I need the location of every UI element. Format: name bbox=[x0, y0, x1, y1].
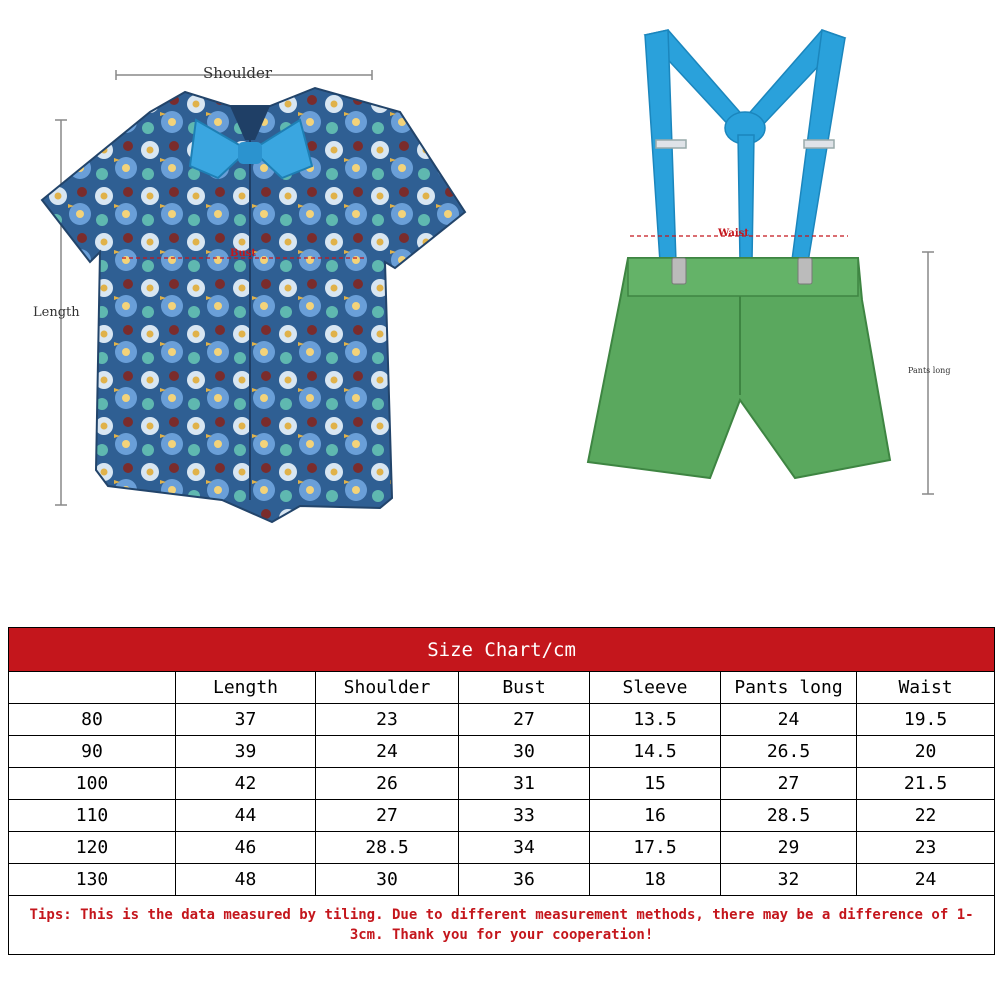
table-cell: 32 bbox=[721, 864, 857, 896]
table-cell: 39 bbox=[176, 736, 316, 768]
table-row bbox=[9, 864, 995, 896]
table-cell: 80 bbox=[9, 704, 176, 736]
table-cell: 15 bbox=[590, 768, 721, 800]
tips-note: Tips: This is the data measured by tiling. Due to different measurement methods, there may be a difference of 1-3cm. Thank you for your cooperation! bbox=[9, 896, 995, 955]
header-cell: Bust bbox=[459, 672, 590, 704]
size-chart-table bbox=[8, 627, 995, 955]
table-cell: 42 bbox=[176, 768, 316, 800]
table-cell: 27 bbox=[459, 704, 590, 736]
size-chart-title: Size Chart/cm bbox=[9, 628, 995, 672]
table-cell: 130 bbox=[9, 864, 176, 896]
table-cell: 27 bbox=[316, 800, 459, 832]
header-cell: Waist bbox=[857, 672, 995, 704]
table-cell: 26.5 bbox=[721, 736, 857, 768]
table-row bbox=[9, 832, 995, 864]
table-cell: 29 bbox=[721, 832, 857, 864]
table-cell: 110 bbox=[9, 800, 176, 832]
table-cell: 46 bbox=[176, 832, 316, 864]
table-cell: 44 bbox=[176, 800, 316, 832]
table-cell: 36 bbox=[459, 864, 590, 896]
table-cell: 13.5 bbox=[590, 704, 721, 736]
bust-label: Bust bbox=[230, 248, 256, 259]
table-cell: 14.5 bbox=[590, 736, 721, 768]
table-cell: 19.5 bbox=[857, 704, 995, 736]
table-row bbox=[9, 768, 995, 800]
header-cell bbox=[9, 672, 176, 704]
header-cell: Length bbox=[176, 672, 316, 704]
table-cell: 120 bbox=[9, 832, 176, 864]
table-cell: 26 bbox=[316, 768, 459, 800]
header-cell: Pants long bbox=[721, 672, 857, 704]
header-cell: Sleeve bbox=[590, 672, 721, 704]
table-cell: 37 bbox=[176, 704, 316, 736]
table-cell: 21.5 bbox=[857, 768, 995, 800]
table-cell: 23 bbox=[316, 704, 459, 736]
table-row bbox=[9, 800, 995, 832]
green-shorts bbox=[588, 258, 890, 478]
table-cell: 17.5 bbox=[590, 832, 721, 864]
table-cell: 33 bbox=[459, 800, 590, 832]
table-row bbox=[9, 704, 995, 736]
table-cell: 24 bbox=[857, 864, 995, 896]
table-cell: 16 bbox=[590, 800, 721, 832]
shoulder-label: Shoulder bbox=[203, 64, 273, 82]
length-label: Length bbox=[33, 305, 80, 320]
table-cell: 22 bbox=[857, 800, 995, 832]
table-cell: 18 bbox=[590, 864, 721, 896]
table-cell: 30 bbox=[459, 736, 590, 768]
table-cell: 23 bbox=[857, 832, 995, 864]
table-cell: 90 bbox=[9, 736, 176, 768]
table-cell: 100 bbox=[9, 768, 176, 800]
table-cell: 28.5 bbox=[721, 800, 857, 832]
pants-long-label: Pants long bbox=[908, 366, 951, 375]
header-cell: Shoulder bbox=[316, 672, 459, 704]
table-cell: 31 bbox=[459, 768, 590, 800]
table-cell: 27 bbox=[721, 768, 857, 800]
table-cell: 34 bbox=[459, 832, 590, 864]
waist-label: Waist bbox=[718, 228, 749, 239]
table-cell: 48 bbox=[176, 864, 316, 896]
table-cell: 24 bbox=[721, 704, 857, 736]
table-cell: 30 bbox=[316, 864, 459, 896]
table-row bbox=[9, 736, 995, 768]
table-cell: 24 bbox=[316, 736, 459, 768]
table-cell: 20 bbox=[857, 736, 995, 768]
table-header-row bbox=[9, 672, 995, 704]
table-cell: 28.5 bbox=[316, 832, 459, 864]
